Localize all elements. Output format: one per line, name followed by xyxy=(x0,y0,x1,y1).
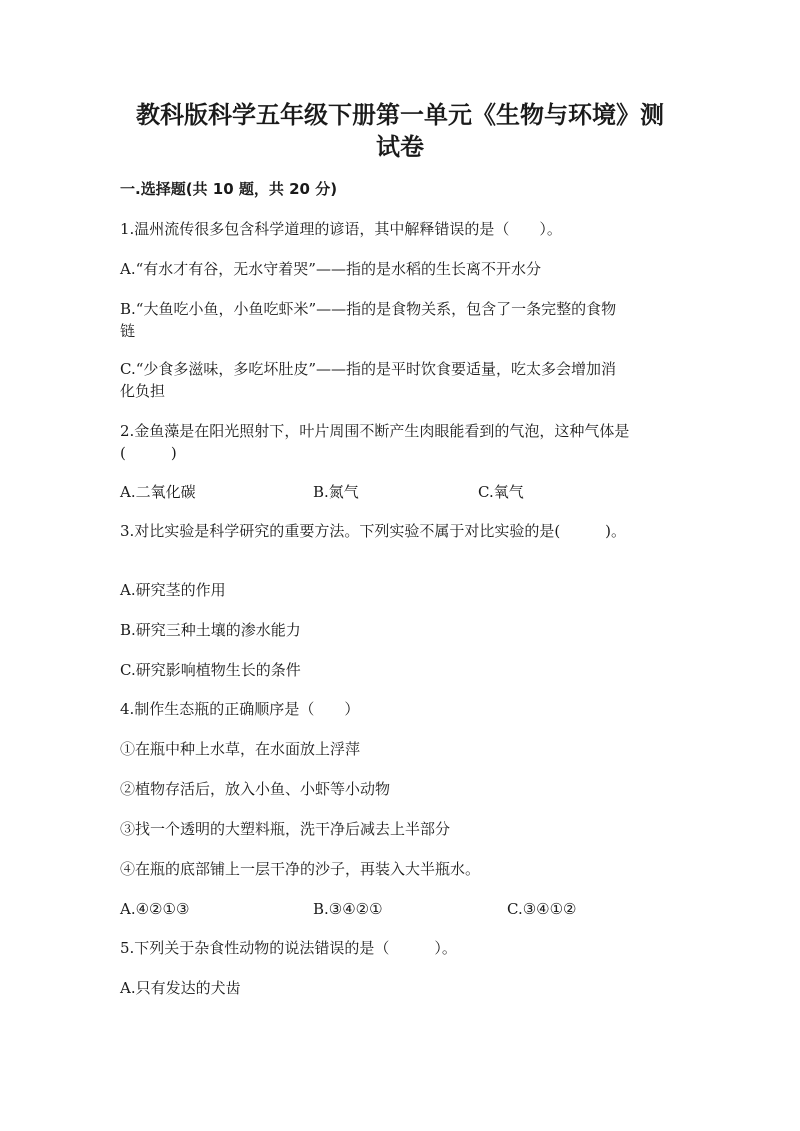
question-4-step-4: ④在瓶的底部铺上一层干净的沙子，再装入大半瓶水。 xyxy=(120,860,481,878)
question-2-option-a: A.二氧化碳 xyxy=(120,483,196,501)
question-5-option-a: A.只有发达的犬齿 xyxy=(120,979,241,997)
section-heading: 一.选择题(共 10 题，共 20 分) xyxy=(120,180,338,198)
question-4-step-2: ②植物存活后，放入小鱼、小虾等小动物 xyxy=(120,780,391,798)
question-2-stem-line-1: 2.金鱼藻是在阳光照射下，叶片周围不断产生肉眼能看到的气泡，这种气体是 xyxy=(120,422,630,440)
question-5-stem: 5.下列关于杂食性动物的说法错误的是（ ）。 xyxy=(120,939,457,957)
question-1-option-c-line-1: C.“少食多滋味，多吃坏肚皮”——指的是平时饮食要适量，吃太多会增加消 xyxy=(120,360,617,378)
question-1-option-a: A.“有水才有谷，无水守着哭”——指的是水稻的生长离不开水分 xyxy=(120,260,541,278)
question-4-option-c: C.③④①② xyxy=(507,900,577,918)
question-2-stem-line-2: ( ) xyxy=(120,444,177,462)
question-4-stem: 4.制作生态瓶的正确顺序是（ ） xyxy=(120,700,360,718)
question-1-option-c-line-2: 化负担 xyxy=(120,382,166,400)
question-3-stem: 3.对比实验是科学研究的重要方法。下列实验不属于对比实验的是( )。 xyxy=(120,522,627,540)
question-1-option-b-line-1: B.“大鱼吃小鱼，小鱼吃虾米”——指的是食物关系，包含了一条完整的食物 xyxy=(120,300,617,318)
question-4-option-b: B.③④②① xyxy=(313,900,383,918)
question-2-option-c: C.氧气 xyxy=(478,483,524,501)
question-1-option-b-line-2: 链 xyxy=(120,322,136,340)
exam-title-line-2: 试卷 xyxy=(376,133,424,161)
question-3-option-c: C.研究影响植物生长的条件 xyxy=(120,661,301,679)
question-3-option-a: A.研究茎的作用 xyxy=(120,581,226,599)
question-4-step-1: ①在瓶中种上水草，在水面放上浮萍 xyxy=(120,740,361,758)
exam-title-line-1: 教科版科学五年级下册第一单元《生物与环境》测 xyxy=(136,101,664,129)
question-4-option-a: A.④②①③ xyxy=(120,900,190,918)
question-4-step-3: ③找一个透明的大塑料瓶，洗干净后减去上半部分 xyxy=(120,820,451,838)
question-2-option-b: B.氮气 xyxy=(313,483,359,501)
question-1-stem: 1.温州流传很多包含科学道理的谚语，其中解释错误的是（ ）。 xyxy=(120,220,562,238)
question-3-option-b: B.研究三种土壤的渗水能力 xyxy=(120,621,301,639)
